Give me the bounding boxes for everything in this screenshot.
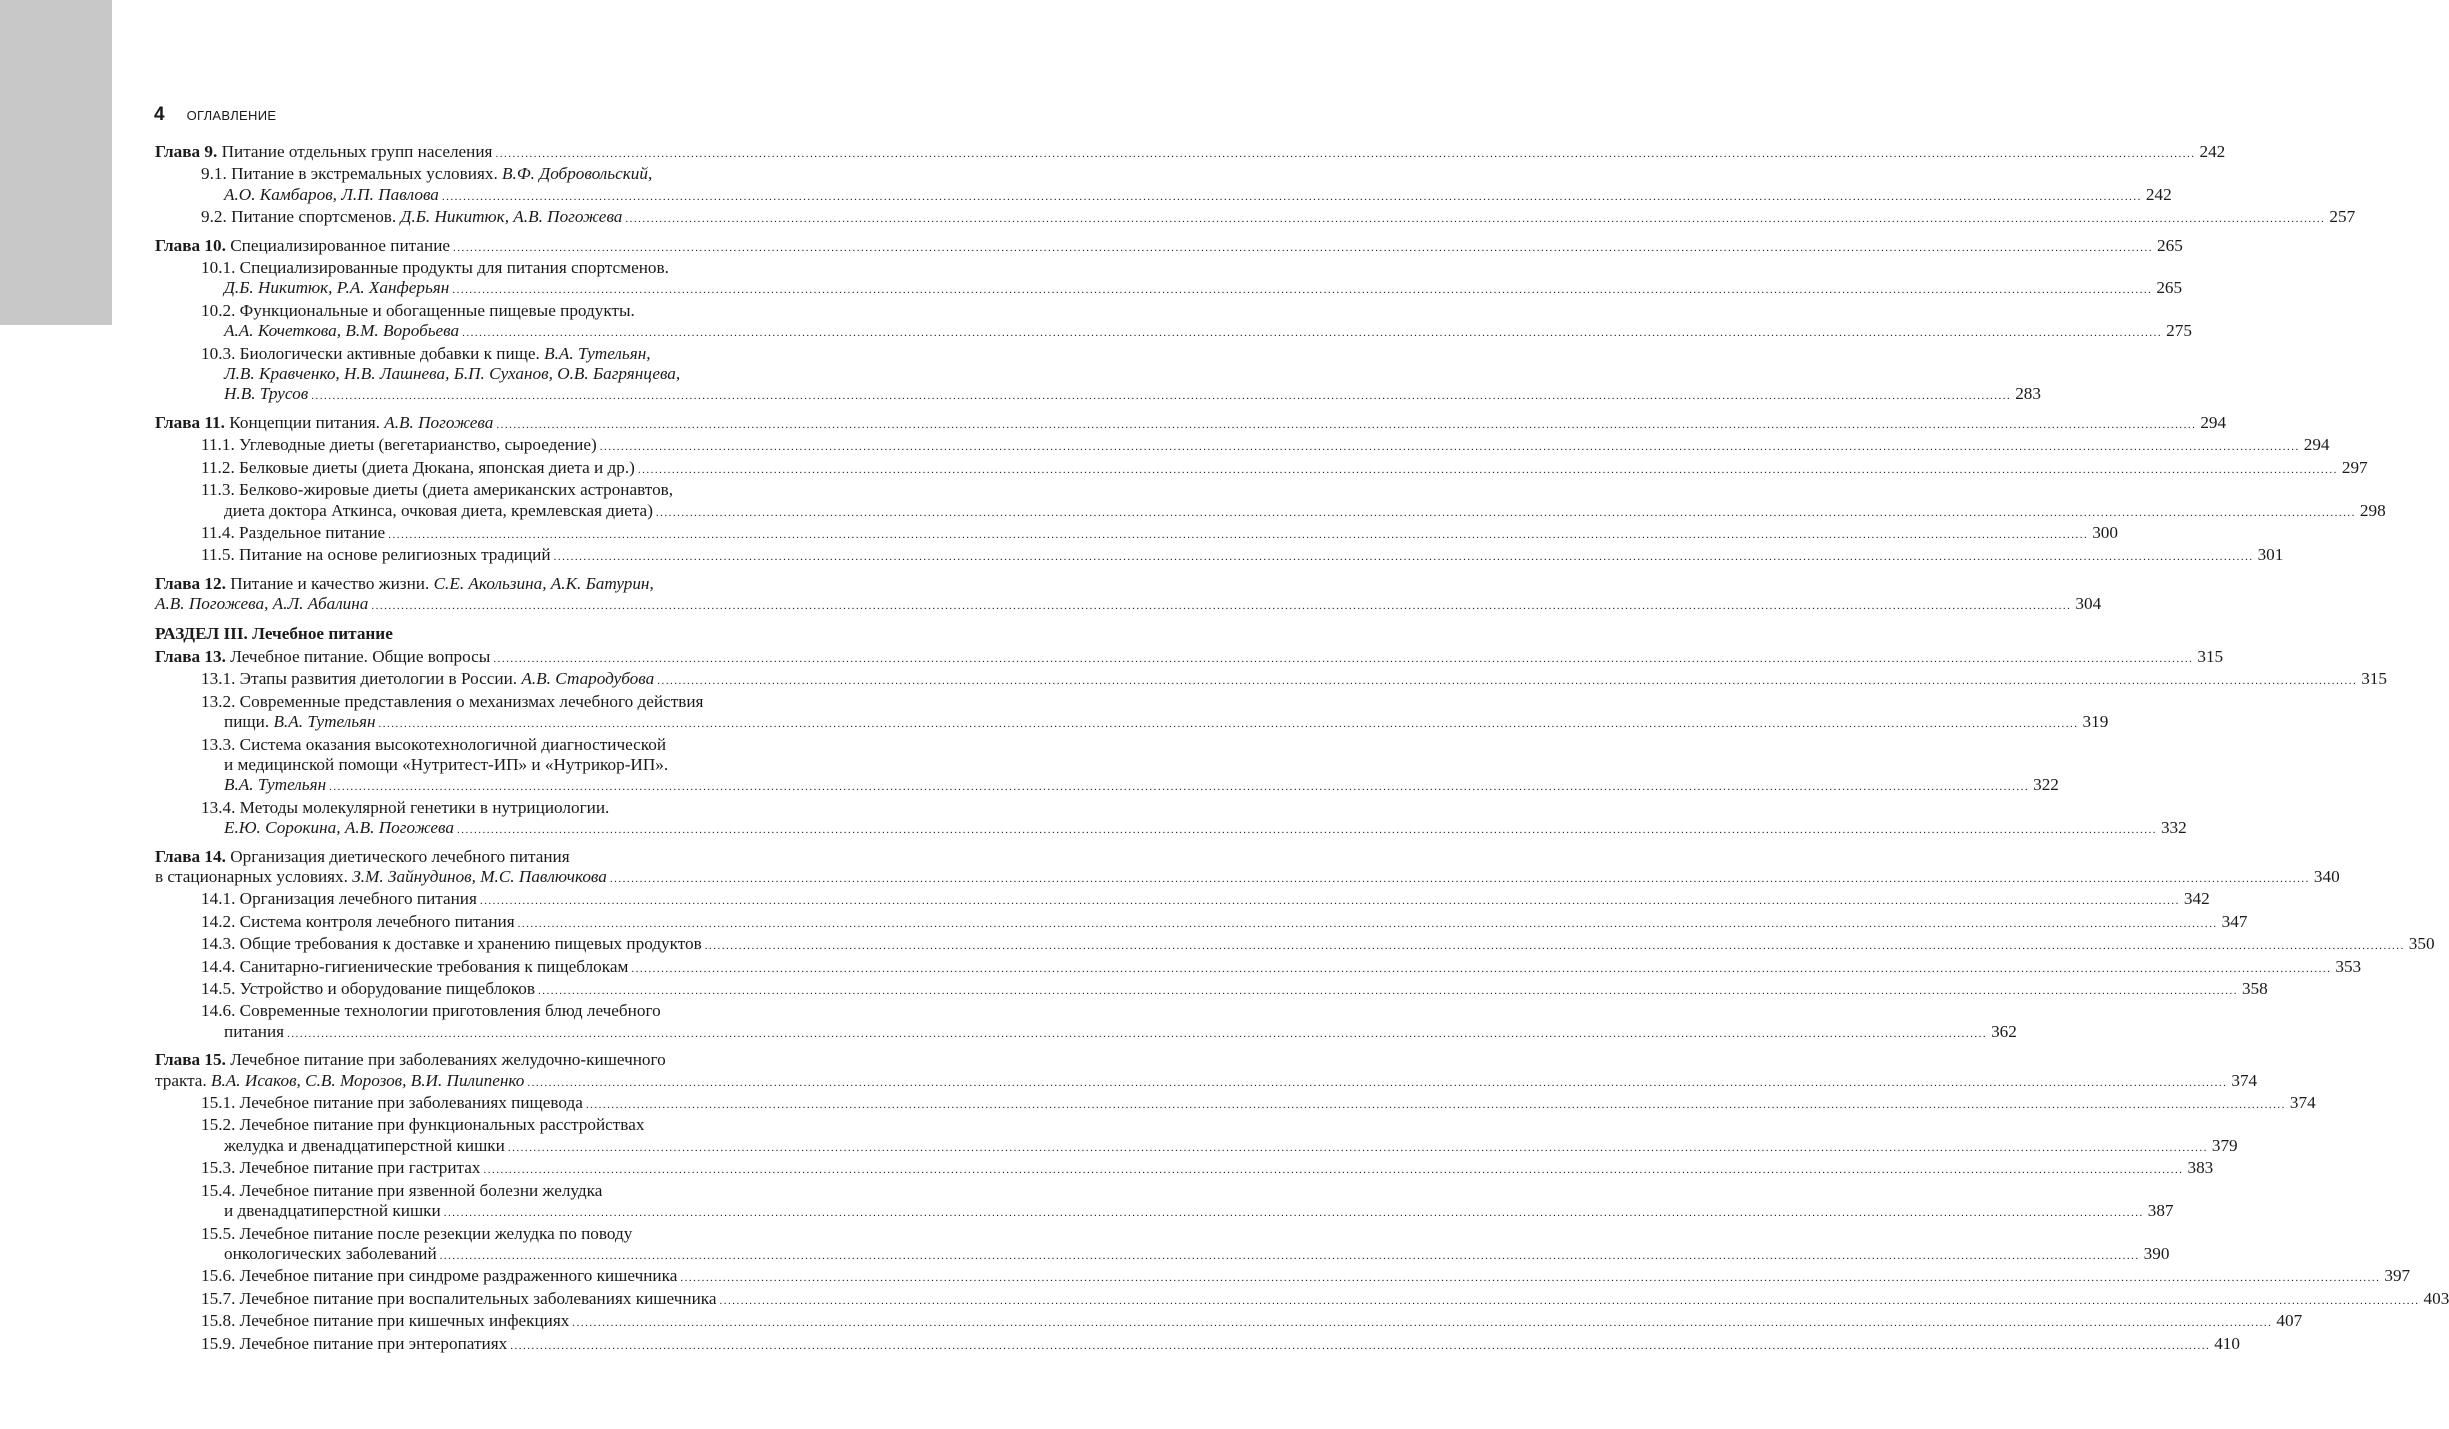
toc-chapter-entry bbox=[155, 1050, 2258, 1093]
entry-title: 9.2. Питание спортсменов. bbox=[201, 207, 397, 227]
toc-entry-text bbox=[201, 735, 666, 754]
toc-subsection-entry bbox=[155, 164, 2172, 207]
dot-leader: ................................................................................................................................................................................................................................................................................................................................................................................................................ bbox=[329, 781, 2030, 794]
page-ref: 297 bbox=[2341, 457, 2368, 477]
toc-line bbox=[201, 775, 2059, 797]
entry-authors: Н.В. Трусов bbox=[224, 384, 309, 404]
page-ref: 387 bbox=[2147, 1201, 2174, 1221]
page-ref: 298 bbox=[2359, 500, 2386, 520]
entry-authors: С.Е. Акользина, А.К. Батурин, bbox=[433, 573, 654, 593]
page-ref: 347 bbox=[2221, 911, 2248, 931]
chapter-label: Глава 9. bbox=[155, 142, 218, 161]
entry-title: Лечебное питание. Общие вопросы bbox=[230, 646, 491, 666]
entry-authors: В.А. Тутельян, bbox=[544, 343, 651, 363]
toc-line bbox=[201, 1201, 2174, 1223]
running-header bbox=[154, 104, 276, 126]
entry-title: 11.1. Углеводные диеты (вегетарианство, сыроедение) bbox=[201, 435, 597, 455]
page-ref: 265 bbox=[2156, 278, 2183, 298]
entry-title: тракта. bbox=[155, 1070, 207, 1090]
toc-line bbox=[201, 1311, 2303, 1333]
dot-leader: ................................................................................................................................................................................................................................................................................................................................................................................................................ bbox=[510, 1339, 2211, 1352]
toc-line bbox=[201, 384, 2041, 406]
toc-line bbox=[201, 692, 867, 712]
entry-title: 14.2. Система контроля лечебного питания bbox=[201, 911, 515, 931]
dot-leader: ................................................................................................................................................................................................................................................................................................................................................................................................................ bbox=[719, 1294, 2420, 1307]
toc-line bbox=[201, 712, 2109, 734]
toc-entry-text bbox=[155, 647, 490, 667]
entry-title: 11.2. Белковые диеты (диета Дюкана, японская диета и др.) bbox=[201, 457, 635, 477]
chapter-label: Глава 11. bbox=[155, 412, 225, 432]
toc-subsection-entry bbox=[155, 911, 2248, 934]
toc-entry-text bbox=[201, 1115, 644, 1134]
toc-line bbox=[201, 669, 2387, 691]
toc-entry-text bbox=[201, 523, 385, 543]
toc-line bbox=[201, 500, 2386, 523]
toc-chapter-entry bbox=[155, 235, 2183, 258]
toc-subsection-entry bbox=[155, 979, 2268, 1001]
dot-leader: ................................................................................................................................................................................................................................................................................................................................................................................................................ bbox=[572, 1317, 2273, 1330]
toc-entry-text bbox=[155, 867, 607, 887]
dot-leader: ................................................................................................................................................................................................................................................................................................................................................................................................................ bbox=[479, 895, 2180, 908]
entry-title: 14.5. Устройство и оборудование пищеблоков bbox=[201, 979, 535, 999]
toc-line bbox=[155, 235, 2183, 258]
section-heading: РАЗДЕЛ III. Лечебное питание bbox=[155, 623, 393, 643]
toc-line bbox=[155, 142, 2226, 164]
toc-subsection-entry bbox=[155, 1333, 2240, 1356]
toc-entry-text bbox=[224, 755, 668, 774]
toc-entry-text bbox=[201, 1311, 569, 1331]
toc-entry-text bbox=[224, 321, 459, 341]
toc-line bbox=[201, 1001, 867, 1021]
entry-authors: Д.Б. Никитюк, А.В. Погожева bbox=[400, 207, 623, 227]
toc-entry-text bbox=[201, 692, 703, 711]
toc-subsection-entry bbox=[155, 258, 2183, 301]
toc-line bbox=[155, 574, 867, 594]
toc-entry-text bbox=[155, 236, 450, 256]
entry-title: 11.3. Белково-жировые диеты (диета американских астронавтов, bbox=[201, 480, 674, 500]
toc-entry-text bbox=[201, 435, 597, 455]
entry-title: 15.2. Лечебное питание при функциональных расстройствах bbox=[201, 1115, 645, 1135]
dot-leader: ................................................................................................................................................................................................................................................................................................................................................................................................................ bbox=[537, 985, 2238, 998]
entry-title: 11.4. Раздельное питание bbox=[201, 522, 386, 542]
toc-entry-text bbox=[201, 207, 622, 227]
toc-subsection-entry bbox=[155, 797, 2187, 841]
page-ref: 374 bbox=[2231, 1070, 2258, 1090]
dot-leader: ................................................................................................................................................................................................................................................................................................................................................................................................................ bbox=[441, 190, 2142, 203]
dot-leader: ................................................................................................................................................................................................................................................................................................................................................................................................................ bbox=[371, 600, 2072, 613]
page-ref: 300 bbox=[2092, 522, 2118, 542]
toc-entry-text bbox=[224, 1244, 437, 1264]
toc-entry-text bbox=[201, 344, 651, 363]
entry-title: Концепции питания. bbox=[229, 412, 380, 432]
toc-line bbox=[201, 735, 867, 755]
entry-authors: В.А. Исаков, С.В. Морозов, В.И. Пилипенко bbox=[211, 1070, 525, 1090]
page-ref: 379 bbox=[2211, 1135, 2238, 1155]
toc-line bbox=[155, 412, 2227, 435]
toc-line bbox=[201, 979, 2268, 1001]
entry-title: 15.9. Лечебное питание при энтеропатиях bbox=[201, 1333, 508, 1353]
entry-title: онкологических заболеваний bbox=[224, 1243, 437, 1263]
dot-leader: ................................................................................................................................................................................................................................................................................................................................................................................................................ bbox=[507, 1141, 2208, 1154]
entry-title: 10.3. Биологически активные добавки к пище. bbox=[201, 343, 540, 363]
dot-leader: ................................................................................................................................................................................................................................................................................................................................................................................................................ bbox=[452, 284, 2153, 297]
toc-subsection-entry bbox=[155, 480, 2386, 523]
entry-title: Питание отдельных групп населения bbox=[221, 142, 493, 161]
entry-title: 15.5. Лечебное питание после резекции желудка по поводу bbox=[201, 1223, 633, 1243]
toc-line bbox=[201, 1266, 2411, 1288]
dot-leader: ................................................................................................................................................................................................................................................................................................................................................................................................................ bbox=[443, 1207, 2144, 1220]
page-ref: 242 bbox=[2199, 142, 2226, 161]
toc-line bbox=[201, 278, 2183, 300]
page-ref: 294 bbox=[2200, 412, 2227, 432]
toc-line bbox=[201, 164, 867, 184]
dot-leader: ................................................................................................................................................................................................................................................................................................................................................................................................................ bbox=[631, 962, 2332, 975]
toc-subsection-entry bbox=[155, 1158, 2214, 1180]
toc-chapter-entry bbox=[155, 846, 2340, 890]
table-of-contents bbox=[155, 142, 2449, 1356]
toc-line bbox=[201, 364, 867, 384]
entry-authors: А.В. Погожева, А.Л. Абалина bbox=[155, 594, 369, 614]
toc-entry-text bbox=[201, 669, 654, 689]
toc-subsection-entry bbox=[155, 343, 2041, 407]
entry-title: 13.1. Этапы развития диетологии в России. bbox=[201, 669, 518, 689]
entry-authors: А.О. Камбаров, Л.П. Павлова bbox=[224, 184, 439, 204]
toc-entry-text bbox=[201, 957, 628, 977]
toc-entry-text bbox=[201, 912, 515, 932]
dot-leader: ................................................................................................................................................................................................................................................................................................................................................................................................................ bbox=[378, 718, 2079, 731]
entry-title: 10.2. Функциональные и обогащенные пищевые продукты. bbox=[201, 300, 635, 320]
page-edge-tab bbox=[0, 0, 112, 325]
toc-line bbox=[201, 1158, 2214, 1180]
entry-title: 11.5. Питание на основе религиозных традиций bbox=[201, 545, 551, 565]
toc-line bbox=[201, 1243, 2170, 1266]
toc-entry-text bbox=[155, 413, 493, 433]
entry-authors: А.В. Стародубова bbox=[521, 669, 655, 689]
toc-entry-text bbox=[201, 1334, 507, 1354]
page-ref: 374 bbox=[2289, 1093, 2316, 1113]
entry-title: Специализированное питание bbox=[230, 235, 451, 255]
toc-entry-text bbox=[201, 1224, 632, 1243]
toc-subsection-entry bbox=[155, 1115, 2238, 1158]
toc-subsection-entry bbox=[155, 457, 2368, 480]
dot-leader: ................................................................................................................................................................................................................................................................................................................................................................................................................ bbox=[517, 917, 2218, 930]
page-ref: 283 bbox=[2015, 384, 2041, 404]
chapter-label: Глава 12. bbox=[155, 573, 226, 593]
entry-title: 14.4. Санитарно-гигиенические требования к пищеблокам bbox=[201, 956, 629, 976]
toc-line bbox=[201, 1135, 2238, 1158]
dot-leader: ................................................................................................................................................................................................................................................................................................................................................................................................................ bbox=[609, 873, 2310, 885]
dot-leader: ................................................................................................................................................................................................................................................................................................................................................................................................................ bbox=[657, 675, 2358, 688]
toc-entry-text bbox=[224, 712, 376, 732]
toc-line bbox=[155, 1050, 867, 1070]
toc-subsection-entry bbox=[155, 522, 2118, 545]
toc-subsection-entry bbox=[155, 1266, 2411, 1288]
toc-line bbox=[201, 457, 2368, 480]
toc-line bbox=[201, 1181, 867, 1201]
toc-line bbox=[201, 435, 2330, 457]
entry-title: 15.8. Лечебное питание при кишечных инфекциях bbox=[201, 1311, 570, 1331]
entry-title: желудка и двенадцатиперстной кишки bbox=[224, 1135, 505, 1155]
dot-leader: ................................................................................................................................................................................................................................................................................................................................................................................................................ bbox=[453, 241, 2154, 254]
toc-line bbox=[155, 646, 2224, 669]
dot-leader: ................................................................................................................................................................................................................................................................................................................................................................................................................ bbox=[680, 1272, 2381, 1285]
page-number: 4 bbox=[154, 104, 165, 125]
dot-leader: ................................................................................................................................................................................................................................................................................................................................................................................................................ bbox=[637, 463, 2338, 476]
toc-line bbox=[155, 594, 2102, 616]
entry-title: питания bbox=[224, 1021, 285, 1041]
entry-title: и медицинской помощи «Нутритест-ИП» и «Нутрикор-ИП». bbox=[224, 754, 669, 774]
toc-entry-text bbox=[201, 1266, 677, 1286]
toc-entry-text bbox=[224, 278, 449, 298]
entry-title: 15.7. Лечебное питание при воспалительных заболеваниях кишечника bbox=[201, 1288, 717, 1308]
page-ref: 304 bbox=[2075, 594, 2102, 614]
toc-line bbox=[201, 321, 2192, 343]
page-ref: 332 bbox=[2160, 818, 2187, 838]
page-ref: 301 bbox=[2257, 545, 2284, 565]
entry-title: 13.2. Современные представления о механизмах лечебного действия bbox=[201, 691, 704, 711]
toc-line bbox=[201, 522, 2118, 545]
toc-line bbox=[201, 1115, 867, 1135]
entry-title: и двенадцатиперстной кишки bbox=[224, 1201, 441, 1221]
toc-entry-text bbox=[201, 934, 702, 954]
entry-title: 14.6. Современные технологии приготовления блюд лечебного bbox=[201, 1001, 661, 1021]
toc-entry-text bbox=[155, 574, 654, 593]
entry-title: Питание и качество жизни. bbox=[230, 573, 430, 593]
toc-chapter-entry bbox=[155, 646, 2224, 669]
entry-title: Организация диетического лечебного питания bbox=[230, 846, 570, 866]
toc-chapter-entry bbox=[155, 142, 2226, 164]
toc-entry-text bbox=[201, 1181, 602, 1200]
toc-entry-text bbox=[201, 164, 652, 183]
page-ref: 390 bbox=[2143, 1243, 2170, 1263]
toc-line bbox=[201, 184, 2172, 207]
entry-title: диета доктора Аткинса, очковая диета, кремлевская диета) bbox=[224, 500, 653, 520]
dot-leader: ................................................................................................................................................................................................................................................................................................................................................................................................................ bbox=[655, 506, 2356, 519]
toc-line bbox=[201, 798, 867, 818]
toc-entry-text bbox=[224, 384, 308, 404]
toc-line bbox=[201, 480, 867, 500]
toc-entry-text bbox=[155, 1050, 666, 1069]
page-ref: 403 bbox=[2423, 1288, 2449, 1308]
page-ref: 353 bbox=[2335, 956, 2362, 976]
toc-line bbox=[201, 1021, 2017, 1044]
toc-entry-text bbox=[201, 1289, 717, 1309]
toc-entry-text bbox=[224, 818, 454, 838]
toc-subsection-entry bbox=[155, 1093, 2316, 1115]
entry-authors: В.А. Тутельян bbox=[224, 775, 327, 795]
toc-subsection-entry bbox=[155, 1311, 2303, 1333]
entry-title: 9.1. Питание в экстремальных условиях. bbox=[201, 164, 498, 184]
toc-line bbox=[201, 818, 2187, 840]
entry-title: Лечебное питание при заболеваниях желудочно-кишечного bbox=[230, 1050, 666, 1070]
entry-title: в стационарных условиях. bbox=[155, 867, 348, 886]
toc-entry-text bbox=[201, 258, 669, 277]
toc-entry-text bbox=[201, 889, 477, 909]
entry-title: 13.4. Методы молекулярной генетики в нутрициологии. bbox=[201, 797, 610, 817]
page-ref: 397 bbox=[2384, 1266, 2411, 1286]
toc-subsection-entry bbox=[155, 1288, 2449, 1311]
entry-authors: З.М. Зайнудинов, М.С. Павлючкова bbox=[352, 867, 607, 886]
entry-authors: В.Ф. Добровольский, bbox=[502, 164, 653, 184]
toc-line bbox=[201, 301, 867, 321]
dot-leader: ................................................................................................................................................................................................................................................................................................................................................................................................................ bbox=[553, 551, 2254, 564]
chapter-label: Глава 14. bbox=[155, 846, 226, 866]
entry-authors: Е.Ю. Сорокина, А.В. Погожева bbox=[224, 818, 454, 838]
dot-leader: ................................................................................................................................................................................................................................................................................................................................................................................................................ bbox=[311, 390, 2012, 403]
dot-leader: ................................................................................................................................................................................................................................................................................................................................................................................................................ bbox=[456, 824, 2157, 837]
toc-subsection-entry bbox=[155, 889, 2210, 911]
entry-title: 15.4. Лечебное питание при язвенной болезни желудка bbox=[201, 1180, 603, 1200]
toc-line bbox=[201, 1093, 2316, 1115]
entry-authors: А.В. Погожева bbox=[384, 412, 494, 432]
entry-title: 15.6. Лечебное питание при синдроме раздраженного кишечника bbox=[201, 1266, 678, 1286]
page-ref: 340 bbox=[2313, 867, 2340, 886]
toc-entry-text bbox=[201, 480, 673, 499]
page-ref: 315 bbox=[2197, 646, 2224, 666]
toc-entry-text bbox=[201, 458, 635, 478]
toc-line bbox=[201, 934, 2435, 956]
toc-line bbox=[155, 867, 2340, 889]
entry-title: 13.3. Система оказания высокотехнологичной диагностической bbox=[201, 734, 667, 754]
entry-title: пищи. bbox=[224, 712, 270, 732]
toc-line bbox=[201, 1288, 2449, 1311]
toc-entry-text bbox=[201, 1158, 480, 1178]
toc-line bbox=[201, 755, 867, 775]
toc-entry-text bbox=[155, 594, 368, 614]
entry-title: 15.1. Лечебное питание при заболеваниях пищевода bbox=[201, 1093, 583, 1113]
entry-authors: В.А. Тутельян bbox=[273, 712, 376, 732]
page-ref: 319 bbox=[2082, 712, 2109, 732]
page-ref: 350 bbox=[2408, 934, 2435, 954]
dot-leader: ................................................................................................................................................................................................................................................................................................................................................................................................................ bbox=[495, 148, 2196, 160]
toc-line bbox=[201, 545, 2284, 567]
dot-leader: ................................................................................................................................................................................................................................................................................................................................................................................................................ bbox=[585, 1099, 2286, 1112]
page-ref: 275 bbox=[2166, 321, 2192, 341]
toc-entry-text bbox=[224, 775, 326, 795]
toc-entry-text bbox=[201, 798, 609, 817]
dot-leader: ................................................................................................................................................................................................................................................................................................................................................................................................................ bbox=[493, 652, 2194, 665]
toc-entry-text bbox=[201, 545, 551, 565]
entry-authors: А.А. Кочеткова, В.М. Воробьева bbox=[224, 321, 460, 341]
page-ref: 242 bbox=[2145, 184, 2172, 204]
toc-entry-text bbox=[224, 1022, 284, 1042]
toc-entry-text bbox=[201, 1093, 583, 1113]
entry-title: 14.3. Общие требования к доставке и хранению пищевых продуктов bbox=[201, 934, 702, 954]
toc-subsection-entry bbox=[155, 691, 2109, 735]
toc-line bbox=[201, 956, 2362, 979]
toc-subsection-entry bbox=[155, 207, 2356, 229]
dot-leader: ................................................................................................................................................................................................................................................................................................................................................................................................................ bbox=[483, 1164, 2184, 1177]
entry-authors: Л.В. Кравченко, Н.В. Лашнева, Б.П. Суханов, О.В. Багрянцева, bbox=[224, 364, 681, 384]
dot-leader: ................................................................................................................................................................................................................................................................................................................................................................................................................ bbox=[599, 441, 2300, 454]
toc-line bbox=[201, 207, 2356, 229]
toc-subsection-entry bbox=[155, 1223, 2170, 1267]
toc-entry-text bbox=[224, 185, 439, 205]
toc-subsection-entry bbox=[155, 669, 2387, 691]
dot-leader: ................................................................................................................................................................................................................................................................................................................................................................................................................ bbox=[496, 418, 2197, 431]
toc-subsection-entry bbox=[155, 435, 2330, 457]
dot-leader: ................................................................................................................................................................................................................................................................................................................................................................................................................ bbox=[462, 327, 2163, 340]
dot-leader: ................................................................................................................................................................................................................................................................................................................................................................................................................ bbox=[388, 528, 2089, 541]
dot-leader: ................................................................................................................................................................................................................................................................................................................................................................................................................ bbox=[625, 213, 2326, 226]
page-ref: 383 bbox=[2187, 1158, 2214, 1178]
page-ref: 362 bbox=[1991, 1021, 2017, 1041]
toc-chapter-entry bbox=[155, 573, 2102, 617]
page-ref: 257 bbox=[2329, 207, 2356, 227]
toc-line bbox=[201, 1224, 867, 1244]
toc-entry-text bbox=[201, 301, 635, 320]
entry-authors: Д.Б. Никитюк, Р.А. Ханферьян bbox=[224, 278, 450, 298]
toc-entry-text bbox=[224, 364, 680, 383]
toc-line bbox=[201, 1333, 2240, 1356]
page-ref: 265 bbox=[2157, 235, 2183, 255]
toc-subsection-entry bbox=[155, 734, 2059, 798]
toc-line bbox=[201, 911, 2248, 934]
page-ref: 315 bbox=[2361, 669, 2387, 689]
toc-line bbox=[201, 344, 867, 364]
toc-subsection-entry bbox=[155, 934, 2435, 956]
toc-line bbox=[201, 889, 2210, 911]
page-ref: 342 bbox=[2183, 889, 2210, 909]
toc-entry-text bbox=[201, 1001, 661, 1020]
toc-subsection-entry bbox=[155, 300, 2192, 344]
toc-entry-text bbox=[224, 1201, 441, 1221]
toc-entry-text bbox=[224, 501, 653, 521]
chapter-label: Глава 10. bbox=[155, 235, 226, 255]
entry-title: 14.1. Организация лечебного питания bbox=[201, 889, 477, 909]
page-ref: 294 bbox=[2303, 435, 2330, 455]
page-ref: 410 bbox=[2214, 1333, 2240, 1353]
toc-entry-text bbox=[201, 979, 535, 999]
toc-line bbox=[155, 1070, 2258, 1093]
dot-leader: ................................................................................................................................................................................................................................................................................................................................................................................................................ bbox=[439, 1249, 2140, 1262]
toc-entry-text bbox=[155, 142, 492, 162]
running-title: ОГЛАВЛЕНИЕ bbox=[186, 108, 277, 123]
toc-entry-text bbox=[155, 847, 570, 866]
toc-subsection-entry bbox=[155, 1001, 2017, 1044]
dot-leader: ................................................................................................................................................................................................................................................................................................................................................................................................................ bbox=[527, 1076, 2228, 1089]
page-ref: 322 bbox=[2033, 775, 2059, 795]
toc-line bbox=[201, 258, 867, 278]
dot-leader: ................................................................................................................................................................................................................................................................................................................................................................................................................ bbox=[704, 940, 2405, 953]
toc-entry-text bbox=[155, 1071, 524, 1091]
toc-subsection-entry bbox=[155, 545, 2284, 567]
chapter-label: Глава 13. bbox=[155, 646, 226, 666]
entry-title: 10.1. Специализированные продукты для питания спортсменов. bbox=[201, 258, 669, 278]
chapter-label: Глава 15. bbox=[155, 1050, 226, 1070]
page-ref: 407 bbox=[2276, 1311, 2303, 1331]
entry-title: 15.3. Лечебное питание при гастритах bbox=[201, 1158, 481, 1178]
toc-chapter-entry bbox=[155, 412, 2227, 435]
toc-subsection-entry bbox=[155, 1180, 2174, 1224]
page-ref: 358 bbox=[2241, 979, 2268, 999]
dot-leader: ................................................................................................................................................................................................................................................................................................................................................................................................................ bbox=[287, 1027, 1988, 1040]
toc-subsection-entry bbox=[155, 956, 2362, 979]
toc-line bbox=[155, 847, 867, 867]
toc-entry-text bbox=[224, 1136, 505, 1156]
